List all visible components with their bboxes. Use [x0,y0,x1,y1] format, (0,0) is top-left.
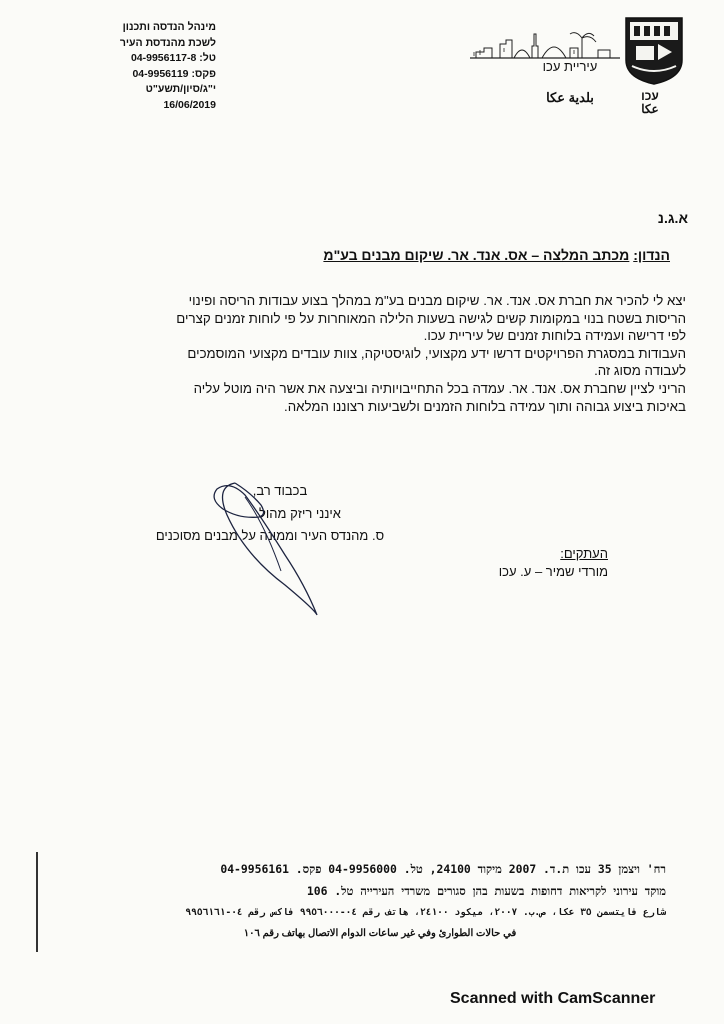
footer-emergency-note: في حالات الطوارئ وفي غير ساعات الدوام الاتصال بهاتف رقم ١٠٦ [243,928,517,939]
body-line: יצא לי להכיר את חברת אס. אנד. אר. שיקום מבנים בע"מ במהלך בצוע עבודות הריסה ופינוי [188,293,686,308]
footer-line: شارع فايتسمن ٣٥ عكا، ص.ب. ٢٠٠٧، ميكود ٢٤١٠٠، هاتف رقم ٠٤-٩٩٥٦٠٠٠ فاكس رقم ٠٤-٩٩٥٦١٦١ [185,907,666,918]
handwritten-signature [205,475,335,620]
body-line: לפי דרישה ועמידה בלוחות זמנים של עיריית עכו. [423,328,686,344]
closing: בכבוד רב, [252,483,308,498]
signer-title: ס. מהנדס העיר וממונה על מבנים מסוכנים [155,528,385,543]
subject-label: הנדון: [633,247,670,263]
signer-name: אינני ריזק מהול [259,506,341,521]
body-line: באיכות ביצוע גבוהה ותוך עמידה בלוחות הזמנים ולשביעות רצוננו המלאה. [284,398,686,414]
footer-line: רח' ויצמן 35 עכו ת.ד. 2007 מיקוד 24100, טל. 04-9956000 פקס. 04-9956161 [220,862,666,876]
subject-line [150,247,670,263]
subject-text: מכתב המלצה – אס. אנד. אר. שיקום מבנים בע"מ [323,247,630,263]
seal-caption-hebrew: עכו [641,89,659,103]
municipality-seal-icon [624,16,684,86]
sender-line: פקס: 04-9956119 [132,67,216,80]
municipality-name-arabic: بلدية عكا [546,90,594,105]
seal-caption-arabic: عكا [641,102,659,116]
body-line: העבודות במסגרת הפרויקטים דרשו ידע מקצועי, לוגיסטיקה, צוות עובדים מקצועי המוסמכים [187,345,686,361]
seal-caption [620,90,680,116]
body-line: לעבודה מסוג זה. [594,363,686,379]
sender-block [96,20,216,114]
salutation: א.ג.נ [657,210,688,226]
footer-divider [36,852,38,952]
skyline-illustration [470,22,620,62]
municipality-name-hebrew: עיריית עכו [542,59,598,74]
footer-line: מוקד עירוני לקריאות דחופות בשעות בהן סגורים משרדי העירייה טל. 106 [306,884,666,898]
letter-body [100,292,686,415]
letter-date: 16/06/2019 [163,98,216,111]
sender-line: י"ג/סיון/תשע"ט [145,83,216,96]
sender-line: לשכת מהנדסת העיר [119,36,216,49]
footer-address-block [100,858,666,924]
cc-label: העתקים: [560,546,608,561]
body-line: הריסות בשטח בנוי במקומות קשים לגישה בשעות הלילה המאוחרות על פי לוחות זמנים קצרים [176,310,686,326]
cc-item: מורדי שמיר – ע. עכו [498,564,608,579]
scanner-watermark: Scanned with CamScanner [450,990,656,1007]
sender-line: מינהל הנדסה ותכנון [122,21,216,33]
sender-line: טל: 04-9956117-8 [130,52,216,65]
body-line: הריני לציין שחברת אס. אנד. אר. עמדה בכל התחייבויותיה וביצעה את אשר היה מוטל עליה [193,380,686,396]
